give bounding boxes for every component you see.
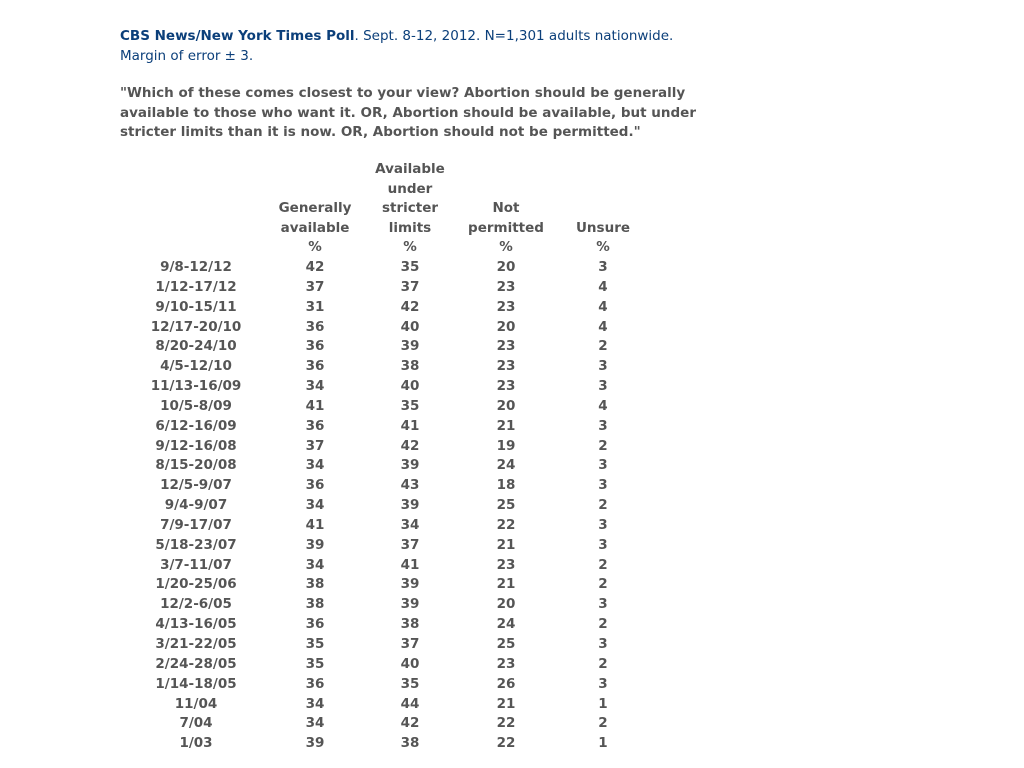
value-generally-available: 36: [305, 675, 325, 692]
value-generally-available: 34: [305, 695, 325, 712]
table-row: [120, 695, 656, 715]
value-not-permitted: 24: [496, 616, 516, 633]
poll-header: [120, 26, 730, 143]
row-date: 12/5-9/07: [160, 477, 232, 494]
value-not-permitted: 22: [496, 715, 516, 732]
table-row: [120, 714, 656, 734]
value-not-permitted: 26: [496, 675, 516, 692]
value-not-permitted: 21: [496, 536, 516, 553]
value-not-permitted: 23: [496, 338, 516, 355]
margin-of-error: Margin of error ± 3.: [120, 48, 254, 64]
value-unsure: 2: [598, 338, 608, 355]
value-unsure: 3: [598, 675, 608, 692]
value-not-permitted: 25: [496, 636, 516, 652]
value-not-permitted: 20: [496, 258, 516, 275]
value-not-permitted: 23: [496, 358, 516, 375]
row-date: 12/2-6/05: [160, 596, 232, 613]
value-unsure: 2: [598, 497, 608, 514]
header-date: [120, 160, 272, 258]
value-stricter-limits: 40: [400, 318, 420, 335]
table-row: [120, 258, 656, 278]
header-unsure: Unsure %: [575, 219, 631, 256]
value-unsure: 2: [598, 576, 608, 593]
table-row: [120, 556, 656, 576]
header-row: [120, 160, 656, 258]
row-date: 6/12-16/09: [155, 417, 237, 434]
results-table: [120, 160, 656, 754]
value-not-permitted: 23: [496, 556, 516, 573]
value-unsure: 3: [598, 358, 608, 375]
table-row: [120, 516, 656, 536]
value-stricter-limits: 38: [400, 735, 420, 752]
value-not-permitted: 22: [496, 735, 516, 752]
value-unsure: 3: [598, 258, 608, 275]
value-stricter-limits: 43: [400, 477, 420, 494]
value-generally-available: 39: [305, 536, 325, 553]
value-stricter-limits: 39: [400, 596, 420, 613]
row-date: 9/12-16/08: [155, 437, 237, 454]
value-generally-available: 35: [305, 655, 325, 672]
row-date: 1/12-17/12: [155, 278, 237, 295]
row-date: 3/7-11/07: [160, 556, 232, 573]
table-row: [120, 357, 656, 377]
table-row: [120, 655, 656, 675]
value-stricter-limits: 42: [400, 715, 420, 732]
row-date: 8/15-20/08: [155, 457, 237, 474]
value-stricter-limits: 37: [400, 636, 420, 652]
value-not-permitted: 20: [496, 318, 516, 335]
table-row: [120, 298, 656, 318]
table-row: [120, 278, 656, 298]
value-generally-available: 36: [305, 338, 325, 355]
value-unsure: 1: [598, 695, 608, 712]
value-stricter-limits: 41: [400, 556, 420, 573]
table-row: [120, 377, 656, 397]
value-stricter-limits: 41: [400, 417, 420, 434]
value-generally-available: 39: [305, 735, 325, 752]
value-not-permitted: 23: [496, 378, 516, 395]
value-stricter-limits: 39: [400, 338, 420, 355]
value-unsure: 4: [598, 298, 608, 315]
row-date: 7/04: [179, 715, 213, 732]
value-stricter-limits: 40: [400, 655, 420, 672]
row-date: 12/17-20/10: [150, 318, 242, 335]
value-stricter-limits: 44: [400, 695, 420, 712]
value-not-permitted: 25: [496, 497, 516, 514]
value-stricter-limits: 42: [400, 298, 420, 315]
header-not-permitted: Not permitted %: [468, 200, 544, 256]
value-stricter-limits: 40: [400, 378, 420, 395]
value-generally-available: 37: [305, 278, 325, 295]
value-stricter-limits: 35: [400, 258, 420, 275]
value-unsure: 4: [598, 397, 608, 414]
table-row: [120, 476, 656, 496]
row-date: 4/5-12/10: [160, 358, 232, 375]
value-stricter-limits: 34: [400, 516, 420, 533]
value-stricter-limits: 37: [400, 536, 420, 553]
row-date: 1/20-25/06: [155, 576, 237, 593]
value-generally-available: 36: [305, 477, 325, 494]
table-row: [120, 417, 656, 437]
value-not-permitted: 20: [496, 596, 516, 613]
value-unsure: 3: [598, 516, 608, 533]
row-date: 4/13-16/05: [155, 616, 237, 633]
table-row: [120, 496, 656, 516]
poll-org: CBS News/New York Times Poll: [120, 28, 355, 44]
value-not-permitted: 24: [496, 457, 516, 474]
row-date: 11/04: [174, 695, 218, 712]
table-row: [120, 456, 656, 476]
value-generally-available: 36: [305, 616, 325, 633]
table-row: [120, 734, 656, 754]
value-unsure: 2: [598, 437, 608, 454]
value-not-permitted: 18: [496, 477, 516, 494]
value-generally-available: 34: [305, 457, 325, 474]
table-row: [120, 615, 656, 635]
value-unsure: 2: [598, 655, 608, 672]
value-unsure: 2: [598, 715, 608, 732]
table-row: [120, 397, 656, 417]
value-generally-available: 42: [305, 258, 325, 275]
value-stricter-limits: 42: [400, 437, 420, 454]
value-stricter-limits: 37: [400, 278, 420, 295]
value-unsure: 4: [598, 278, 608, 295]
value-not-permitted: 21: [496, 576, 516, 593]
table-row: [120, 536, 656, 556]
row-date: 8/20-24/10: [155, 338, 237, 355]
results-body: [120, 258, 656, 754]
value-not-permitted: 21: [496, 695, 516, 712]
value-unsure: 3: [598, 536, 608, 553]
table-row: [120, 575, 656, 595]
value-stricter-limits: 39: [400, 497, 420, 514]
value-generally-available: 34: [305, 556, 325, 573]
value-not-permitted: 23: [496, 655, 516, 672]
value-stricter-limits: 39: [400, 457, 420, 474]
value-stricter-limits: 35: [400, 675, 420, 692]
value-generally-available: 34: [305, 715, 325, 732]
row-date: 3/21-22/05: [155, 636, 237, 652]
row-date: 9/10-15/11: [155, 298, 237, 315]
row-date: 9/8-12/12: [160, 258, 232, 275]
value-unsure: 2: [598, 616, 608, 633]
value-unsure: 2: [598, 556, 608, 573]
value-unsure: 3: [598, 378, 608, 395]
value-stricter-limits: 35: [400, 397, 420, 414]
value-unsure: 3: [598, 636, 608, 652]
value-generally-available: 31: [305, 298, 325, 315]
value-not-permitted: 20: [496, 397, 516, 414]
value-unsure: 1: [598, 735, 608, 752]
row-date: 9/4-9/07: [164, 497, 228, 514]
value-generally-available: 36: [305, 358, 325, 375]
value-stricter-limits: 38: [400, 358, 420, 375]
row-date: 10/5-8/09: [160, 397, 232, 414]
header-generally-available: Generally available %: [278, 200, 352, 256]
value-generally-available: 38: [305, 596, 325, 613]
value-generally-available: 36: [305, 417, 325, 434]
value-generally-available: 38: [305, 576, 325, 593]
value-generally-available: 34: [305, 497, 325, 514]
value-generally-available: 37: [305, 437, 325, 454]
poll-details: . Sept. 8-12, 2012. N=1,301 adults nationwide.: [354, 28, 674, 44]
value-stricter-limits: 38: [400, 616, 420, 633]
row-date: 5/18-23/07: [155, 536, 237, 553]
poll-question: "Which of these comes closest to your view? Abortion should be generally available to those who want it. OR, Abortion should be available, but under stricter limits than it is now. OR, Abortion should not be permitted.": [120, 85, 696, 140]
table-row: [120, 675, 656, 695]
value-not-permitted: 22: [496, 516, 516, 533]
value-unsure: 3: [598, 596, 608, 613]
value-not-permitted: 23: [496, 298, 516, 315]
value-not-permitted: 21: [496, 417, 516, 434]
value-not-permitted: 23: [496, 278, 516, 295]
value-unsure: 3: [598, 417, 608, 434]
table-row: [120, 318, 656, 338]
value-generally-available: 35: [305, 636, 325, 652]
row-date: 11/13-16/09: [150, 378, 242, 395]
row-date: 2/24-28/05: [155, 655, 237, 672]
poll-source: [120, 26, 730, 66]
value-generally-available: 34: [305, 378, 325, 395]
row-date: 7/9-17/07: [160, 516, 232, 533]
table-row: [120, 437, 656, 457]
row-date: 1/14-18/05: [155, 675, 237, 692]
value-generally-available: 41: [305, 516, 325, 533]
value-unsure: 3: [598, 457, 608, 474]
value-unsure: 4: [598, 318, 608, 335]
value-stricter-limits: 39: [400, 576, 420, 593]
header-stricter-limits: Available under stricter limits %: [375, 161, 445, 256]
value-unsure: 3: [598, 477, 608, 494]
table-row: [120, 635, 656, 655]
value-generally-available: 41: [305, 397, 325, 414]
table-row: [120, 595, 656, 615]
row-date: 1/03: [179, 735, 213, 752]
table-row: [120, 337, 656, 357]
value-not-permitted: 19: [496, 437, 516, 454]
value-generally-available: 36: [305, 318, 325, 335]
